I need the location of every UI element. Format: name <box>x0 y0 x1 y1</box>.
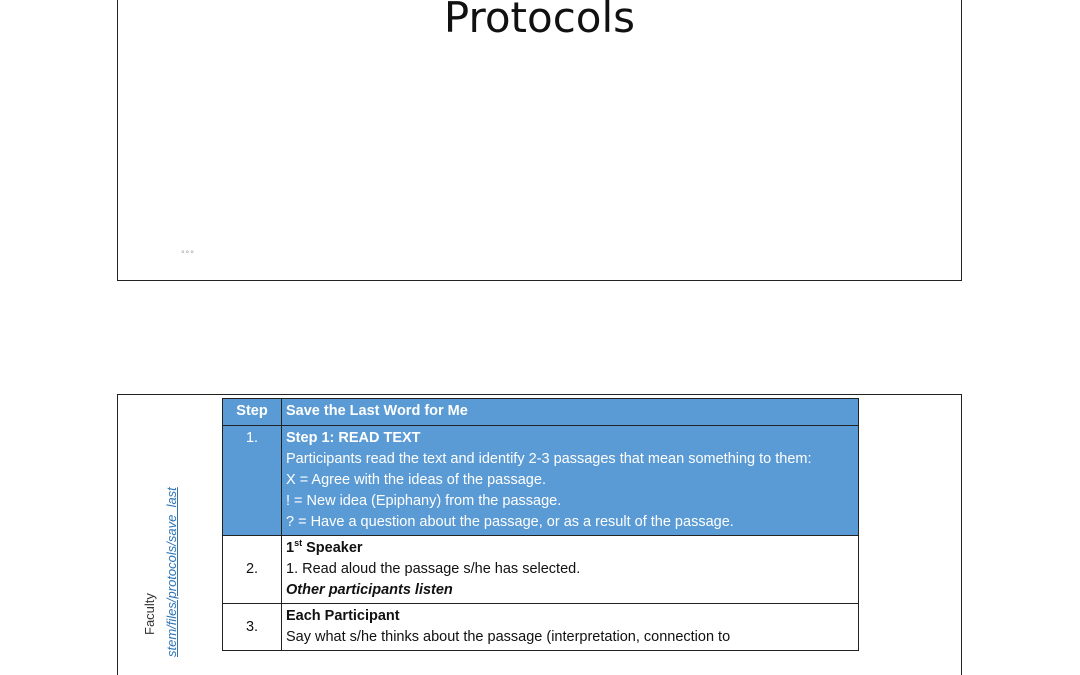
step-number: 2. <box>223 536 282 604</box>
step-text: ! = New idea (Epiphany) from the passage. <box>286 493 562 509</box>
header-step: Step <box>223 399 282 426</box>
sidebar-faculty-label: Faculty <box>142 593 157 635</box>
step-heading: Each Participant <box>286 608 400 624</box>
sidebar-source-link[interactable]: stem/files/protocols/save_last <box>164 487 179 657</box>
step-text: X = Agree with the ideas of the passage. <box>286 472 546 488</box>
step-heading-sup: st <box>294 538 303 549</box>
step-text: ? = Have a question about the passage, or as a result of the passage. <box>286 514 734 530</box>
step-heading-rest: Speaker <box>302 540 363 556</box>
slide-title-card <box>117 0 962 281</box>
protocol-table <box>222 398 859 651</box>
step-heading: Step 1: READ TEXT <box>286 430 421 446</box>
slide-title: Protocols <box>443 0 636 42</box>
step-text: 1. Read aloud the passage s/he has selected. <box>286 561 581 577</box>
table-row <box>223 604 859 651</box>
step-number: 1. <box>223 426 282 536</box>
header-title: Save the Last Word for Me <box>282 399 859 426</box>
table-row <box>223 426 859 536</box>
table-row <box>223 536 859 604</box>
step-heading <box>286 538 854 559</box>
step-content <box>282 604 859 651</box>
slide-protocol-table <box>117 394 962 675</box>
step-text: Participants read the text and identify 2-3 passages that mean something to them: <box>286 451 812 467</box>
step-heading-num: 1 <box>286 540 295 556</box>
step-content <box>282 536 859 604</box>
slide-footnote: °°° <box>181 249 195 259</box>
table-header-row <box>223 399 859 426</box>
step-text: Other participants listen <box>286 582 453 598</box>
step-text: Say what s/he thinks about the passage (interpretation, connection to <box>286 629 731 645</box>
step-content <box>282 426 859 536</box>
step-number: 3. <box>223 604 282 651</box>
